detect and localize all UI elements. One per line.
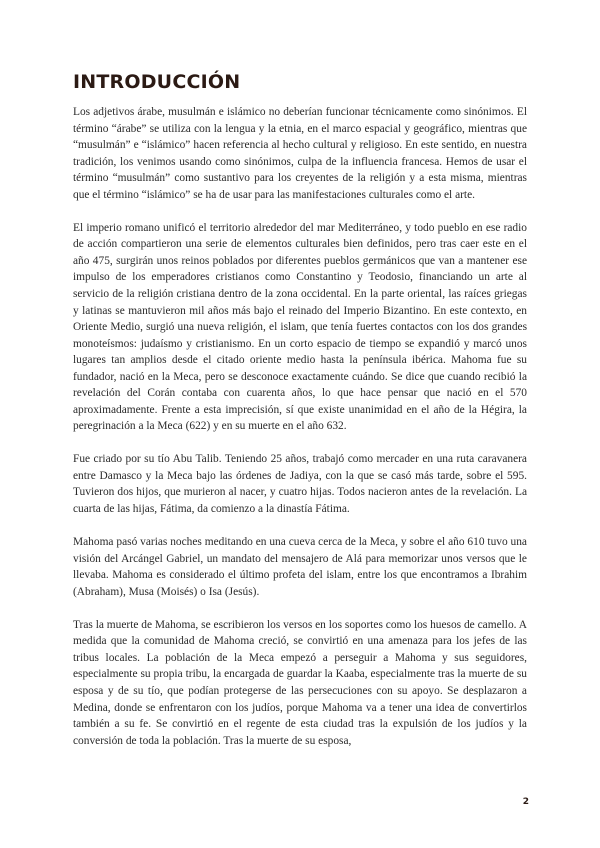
page-number: 2 (522, 797, 529, 807)
paragraph: Fue criado por su tío Abu Talib. Teniendo 25 años, trabajó como mercader en una ruta caravanera entre Damasco y la Meca bajo las órdenes de Jadiya, con la que se casó más tarde, sobre el 595. Tuvieron dos hijos, que murieron al nacer, y cuatro hijas. Todos nacieron antes de la revelación. La cuarta de las hijas, Fátima, da comienzo a la dinastía Fátima. (73, 453, 527, 516)
paragraph: Los adjetivos árabe, musulmán e islámico no deberían funcionar técnicamente como sinónimos. El término “árabe” se utiliza con la lengua y la etnia, en el marco espacial y geográfico, mientras que “musulmán” e “islámico” hacen referencia al hecho cultural y religioso. En este sentido, en nuestra tradición, los venimos usando como sinónimos, culpa de la influencia francesa. Hemos de usar el término “musulmán” como sustantivo para los creyentes de la religión y a esta misma, mientras que el término “islámico” se ha de usar para las manifestaciones culturales como el arte. (73, 106, 527, 201)
paragraph: Tras la muerte de Mahoma, se escribieron los versos en los soportes como los huesos de camello. A medida que la comunidad de Mahoma creció, se convirtió en una amenaza para los jefes de las tribus locales. La población de la Meca empezó a perseguir a Mahoma y sus seguidores, especialmente su propia tribu, la encargada de guardar la Kaaba, especialmente tras la muerte de su esposa y de su tío, que podían protegerse de las persecuciones con su apoyo. Se desplazaron a Medina, donde se enfrentaron con los judíos, porque Mahoma va a tener una idea de convertirlos también a su fe. Se convirtió en el regente de esta ciudad tras la expulsión de los judíos y la conversión de toda la población. Tras la muerte de su esposa, (73, 618, 527, 747)
paragraph: Mahoma pasó varias noches meditando en una cueva cerca de la Meca, y sobre el año 610 tuvo una visión del Arcángel Gabriel, un mandato del mensajero de Alá para memorizar unos versos que le llevaba. Mahoma es considerado el último profeta del islam, entre los que encontramos a Ibrahim (Abraham), Musa (Moisés) o Isa (Jesús). (73, 536, 527, 598)
body-text (73, 104, 527, 766)
section-heading: INTRODUCCIÓN (73, 71, 241, 93)
paragraph: El imperio romano unificó el territorio alrededor del mar Mediterráneo, y todo pueblo en ese radio de acción compartieron una serie de elementos culturales bien definidos, pero tras caer este en el año 475, surgirán unos reinos poblados por diferentes pueblos germánicos que van a mantener ese impulso de los emperadores cristianos como Constantino y Teodosio, financiando un arte al servicio de la religión cristiana dentro de la zona occidental. En la parte oriental, las raíces griegas y latinas se mantuvieron mil años más bajo el reinado del Imperio Bizantino. En este contexto, en Oriente Medio, surgió una nueva religión, el islam, que tenía fuertes contactos con los dos grandes monoteísmos: judaísmo y cristianismo. En un corto espacio de tiempo se expandió y marcó unos lugares tan amplios desde el citado oriente medio hasta la península ibérica. Mahoma fue su fundador, nació en la Meca, pero se desconoce exactamente cuándo. Se dice que cuando recibió la revelación del Corán contaba con cuarenta años, lo que hace pensar que nació en el 570 aproximadamente. Frente a esta imprecisión, sí que existe unanimidad en el año de la Hégira, la peregrinación a la Meca (622) y en su muerte en el año 632. (73, 221, 527, 433)
